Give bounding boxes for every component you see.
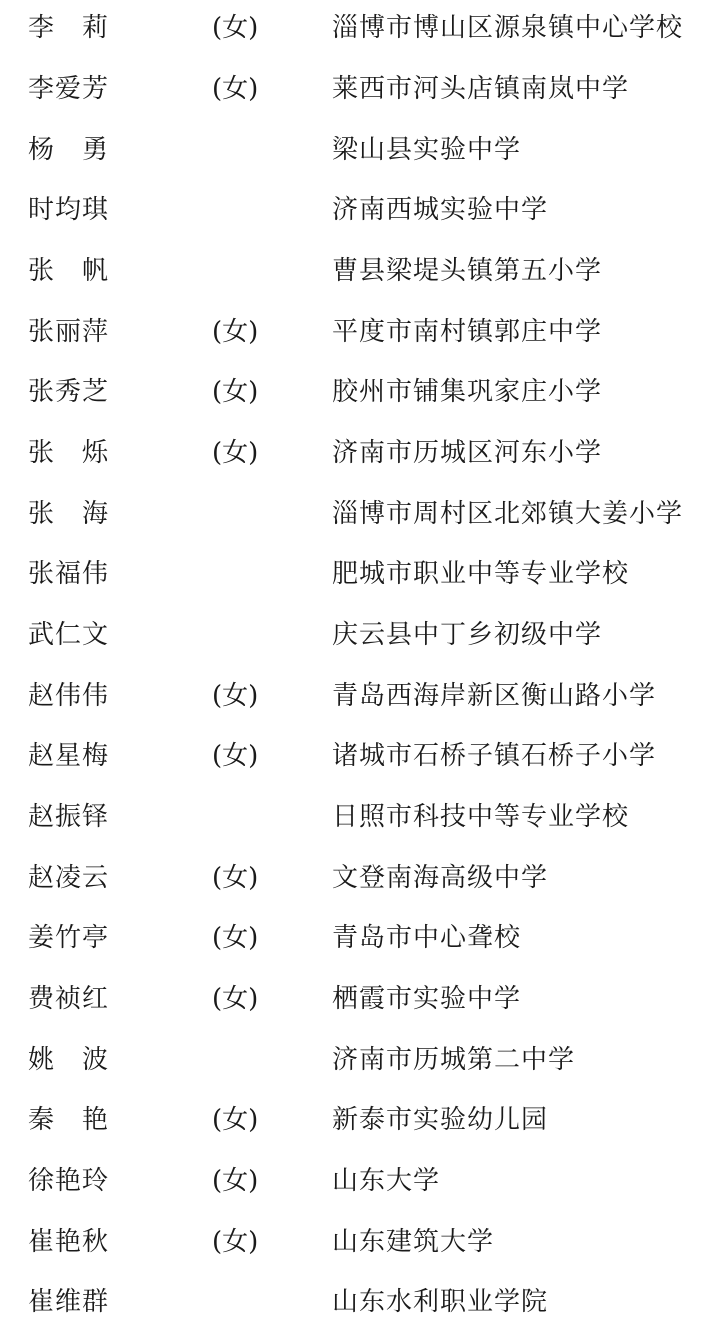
gender-note: (女) — [212, 74, 259, 104]
list-item — [0, 1161, 702, 1201]
workplace: 曹县梁堤头镇第五小学 — [332, 256, 603, 286]
person-name: 张秀芝 — [28, 377, 110, 407]
person-name: 徐艳玲 — [28, 1166, 110, 1196]
workplace: 济南市历城区河东小学 — [332, 438, 603, 468]
list-item — [0, 979, 702, 1019]
gender-note — [212, 1040, 272, 1080]
person-name: 张 海 — [28, 499, 110, 529]
list-item — [0, 1100, 702, 1140]
person-name: 赵凌云 — [28, 863, 110, 893]
gender-note: (女) — [212, 1166, 259, 1196]
gender-note: (女) — [212, 863, 259, 893]
list-item — [0, 433, 702, 473]
list-item — [0, 676, 702, 716]
gender-note: (女) — [212, 984, 259, 1014]
person-name: 时均琪 — [28, 195, 110, 225]
workplace: 淄博市博山区源泉镇中心学校 — [332, 13, 684, 43]
gender-note: (女) — [212, 923, 259, 953]
list-item — [0, 372, 702, 412]
workplace: 文登南海高级中学 — [332, 863, 549, 893]
workplace: 诸城市石桥子镇石桥子小学 — [332, 741, 657, 771]
workplace: 新泰市实验幼儿园 — [332, 1105, 549, 1135]
person-name: 赵伟伟 — [28, 681, 110, 711]
gender-note — [212, 554, 272, 594]
list-item — [0, 312, 702, 352]
person-name: 张 帆 — [28, 256, 110, 286]
person-name: 张福伟 — [28, 559, 110, 589]
list-item — [0, 190, 702, 230]
list-item — [0, 1040, 702, 1080]
person-name: 费祯红 — [28, 984, 110, 1014]
person-name: 姚 波 — [28, 1045, 110, 1075]
gender-note: (女) — [212, 317, 259, 347]
list-item — [0, 554, 702, 594]
workplace: 山东建筑大学 — [332, 1227, 495, 1257]
gender-note — [212, 130, 272, 170]
workplace: 胶州市铺集巩家庄小学 — [332, 377, 603, 407]
person-name: 武仁文 — [28, 620, 110, 650]
workplace: 济南市历城第二中学 — [332, 1045, 576, 1075]
person-name: 李爱芳 — [28, 74, 110, 104]
person-name: 张丽萍 — [28, 317, 110, 347]
person-name: 杨 勇 — [28, 135, 110, 165]
list-item — [0, 251, 702, 291]
gender-note — [212, 1282, 272, 1322]
list-item — [0, 8, 702, 48]
workplace: 肥城市职业中等专业学校 — [332, 559, 630, 589]
workplace: 青岛西海岸新区衡山路小学 — [332, 681, 657, 711]
workplace: 山东大学 — [332, 1166, 441, 1196]
gender-note: (女) — [212, 13, 259, 43]
workplace: 平度市南村镇郭庄中学 — [332, 317, 603, 347]
list-item — [0, 130, 702, 170]
gender-note: (女) — [212, 377, 259, 407]
workplace: 济南西城实验中学 — [332, 195, 549, 225]
list-item — [0, 69, 702, 109]
list-item — [0, 1282, 702, 1322]
gender-note — [212, 797, 272, 837]
workplace: 日照市科技中等专业学校 — [332, 802, 630, 832]
gender-note — [212, 615, 272, 655]
workplace: 梁山县实验中学 — [332, 135, 522, 165]
gender-note: (女) — [212, 1227, 259, 1257]
list-item — [0, 797, 702, 837]
workplace: 庆云县中丁乡初级中学 — [332, 620, 603, 650]
list-item — [0, 736, 702, 776]
workplace: 淄博市周村区北郊镇大姜小学 — [332, 499, 684, 529]
gender-note: (女) — [212, 741, 259, 771]
workplace: 青岛市中心聋校 — [332, 923, 522, 953]
person-name: 赵振铎 — [28, 802, 110, 832]
person-name: 张 烁 — [28, 438, 110, 468]
gender-note — [212, 494, 272, 534]
gender-note — [212, 251, 272, 291]
gender-note — [212, 190, 272, 230]
list-item — [0, 858, 702, 898]
list-item — [0, 494, 702, 534]
gender-note: (女) — [212, 438, 259, 468]
person-name: 崔艳秋 — [28, 1227, 110, 1257]
workplace: 栖霞市实验中学 — [332, 984, 522, 1014]
person-name: 姜竹亭 — [28, 923, 110, 953]
gender-note: (女) — [212, 1105, 259, 1135]
person-name: 秦 艳 — [28, 1105, 110, 1135]
workplace: 莱西市河头店镇南岚中学 — [332, 74, 630, 104]
list-item — [0, 615, 702, 655]
list-item — [0, 918, 702, 958]
person-name: 赵星梅 — [28, 741, 110, 771]
gender-note: (女) — [212, 681, 259, 711]
workplace: 山东水利职业学院 — [332, 1287, 549, 1317]
person-name: 李 莉 — [28, 13, 110, 43]
person-name: 崔维群 — [28, 1287, 110, 1317]
list-item — [0, 1222, 702, 1262]
